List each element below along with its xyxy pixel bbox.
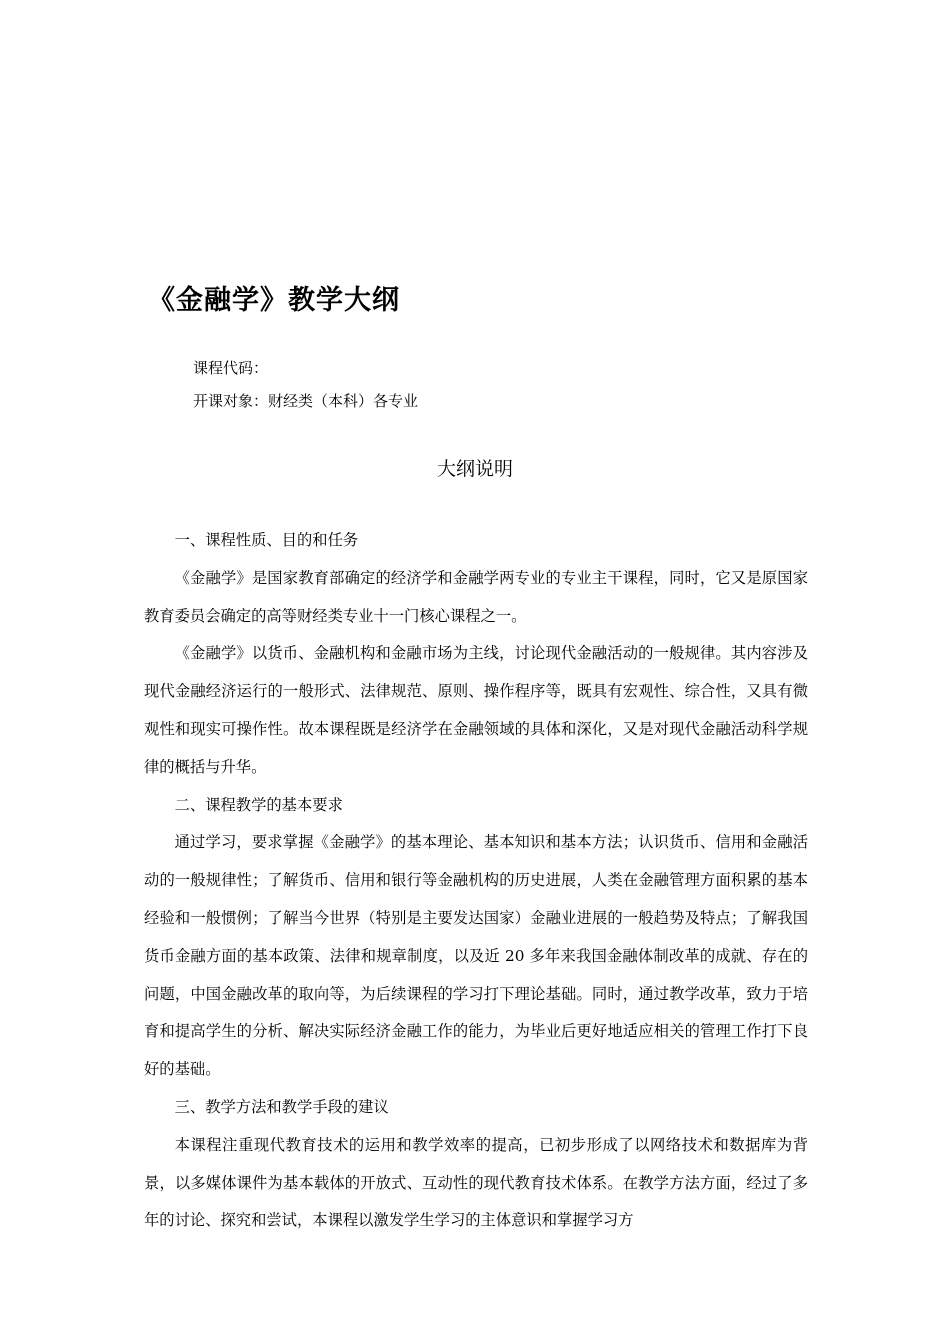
sub-heading-3: 三、教学方法和教学手段的建议	[174, 1097, 389, 1116]
audience-line: 开课对象：财经类（本科）各专业	[193, 392, 419, 410]
paragraph-3-1: 本课程注重现代教育技术的运用和教学效率的提高，已初步形成了以网络技术和数据库为背景，以多媒体课件为基本载体的开放式、互动性的现代教育技术体系。在教学方法方面，经过了多年的讨论、探究和尝试，本课程以激发学生学习的主体意识和掌握学习方	[144, 1135, 808, 1230]
paragraph-1-2: 《金融学》以货币、金融机构和金融市场为主线，讨论现代金融活动的一般规律。其内容涉及现代金融经济运行的一般形式、法律规范、原则、操作程序等，既具有宏观性、综合性，又具有微观性和现实可操作性。故本课程既是经济学在金融领域的具体和深化，又是对现代金融活动科学规律的概括与升华。	[144, 644, 808, 776]
paragraph-2-1: 通过学习，要求掌握《金融学》的基本理论、基本知识和基本方法；认识货币、信用和金融活动的一般规律性；了解货币、信用和银行等金融机构的历史进展，人类在金融管理方面积累的基本经验和一般惯例；了解当今世界（特别是主要发达国家）金融业进展的一般趋势及特点；了解我国货币金融方面的基本政策、法律和规章制度，以及近 20 多年来我国金融体制改革的成就、存在的问题，中国金融改革的取向等，为后续课程的学习打下理论基础。同时，通过教学改革，致力于培育和提高学生的分析、解决实际经济金融工作的能力，为毕业后更好地适应相关的管理工作打下良好的基础。	[144, 833, 808, 1079]
sub-heading-1: 一、课程性质、目的和任务	[174, 531, 359, 549]
document-title: 《金融学》教学大纲	[148, 285, 400, 316]
syllabus-section-heading: 大纲说明	[436, 458, 513, 480]
course-code-line: 课程代码：	[193, 359, 269, 377]
paragraph-1-1: 《金融学》是国家教育部确定的经济学和金融学两专业的专业主干课程，同时，它又是原国家教育委员会确定的高等财经类专业十一门核心课程之一。	[144, 568, 808, 625]
document-body	[144, 522, 808, 1240]
sub-heading-2: 二、课程教学的基本要求	[174, 795, 343, 814]
